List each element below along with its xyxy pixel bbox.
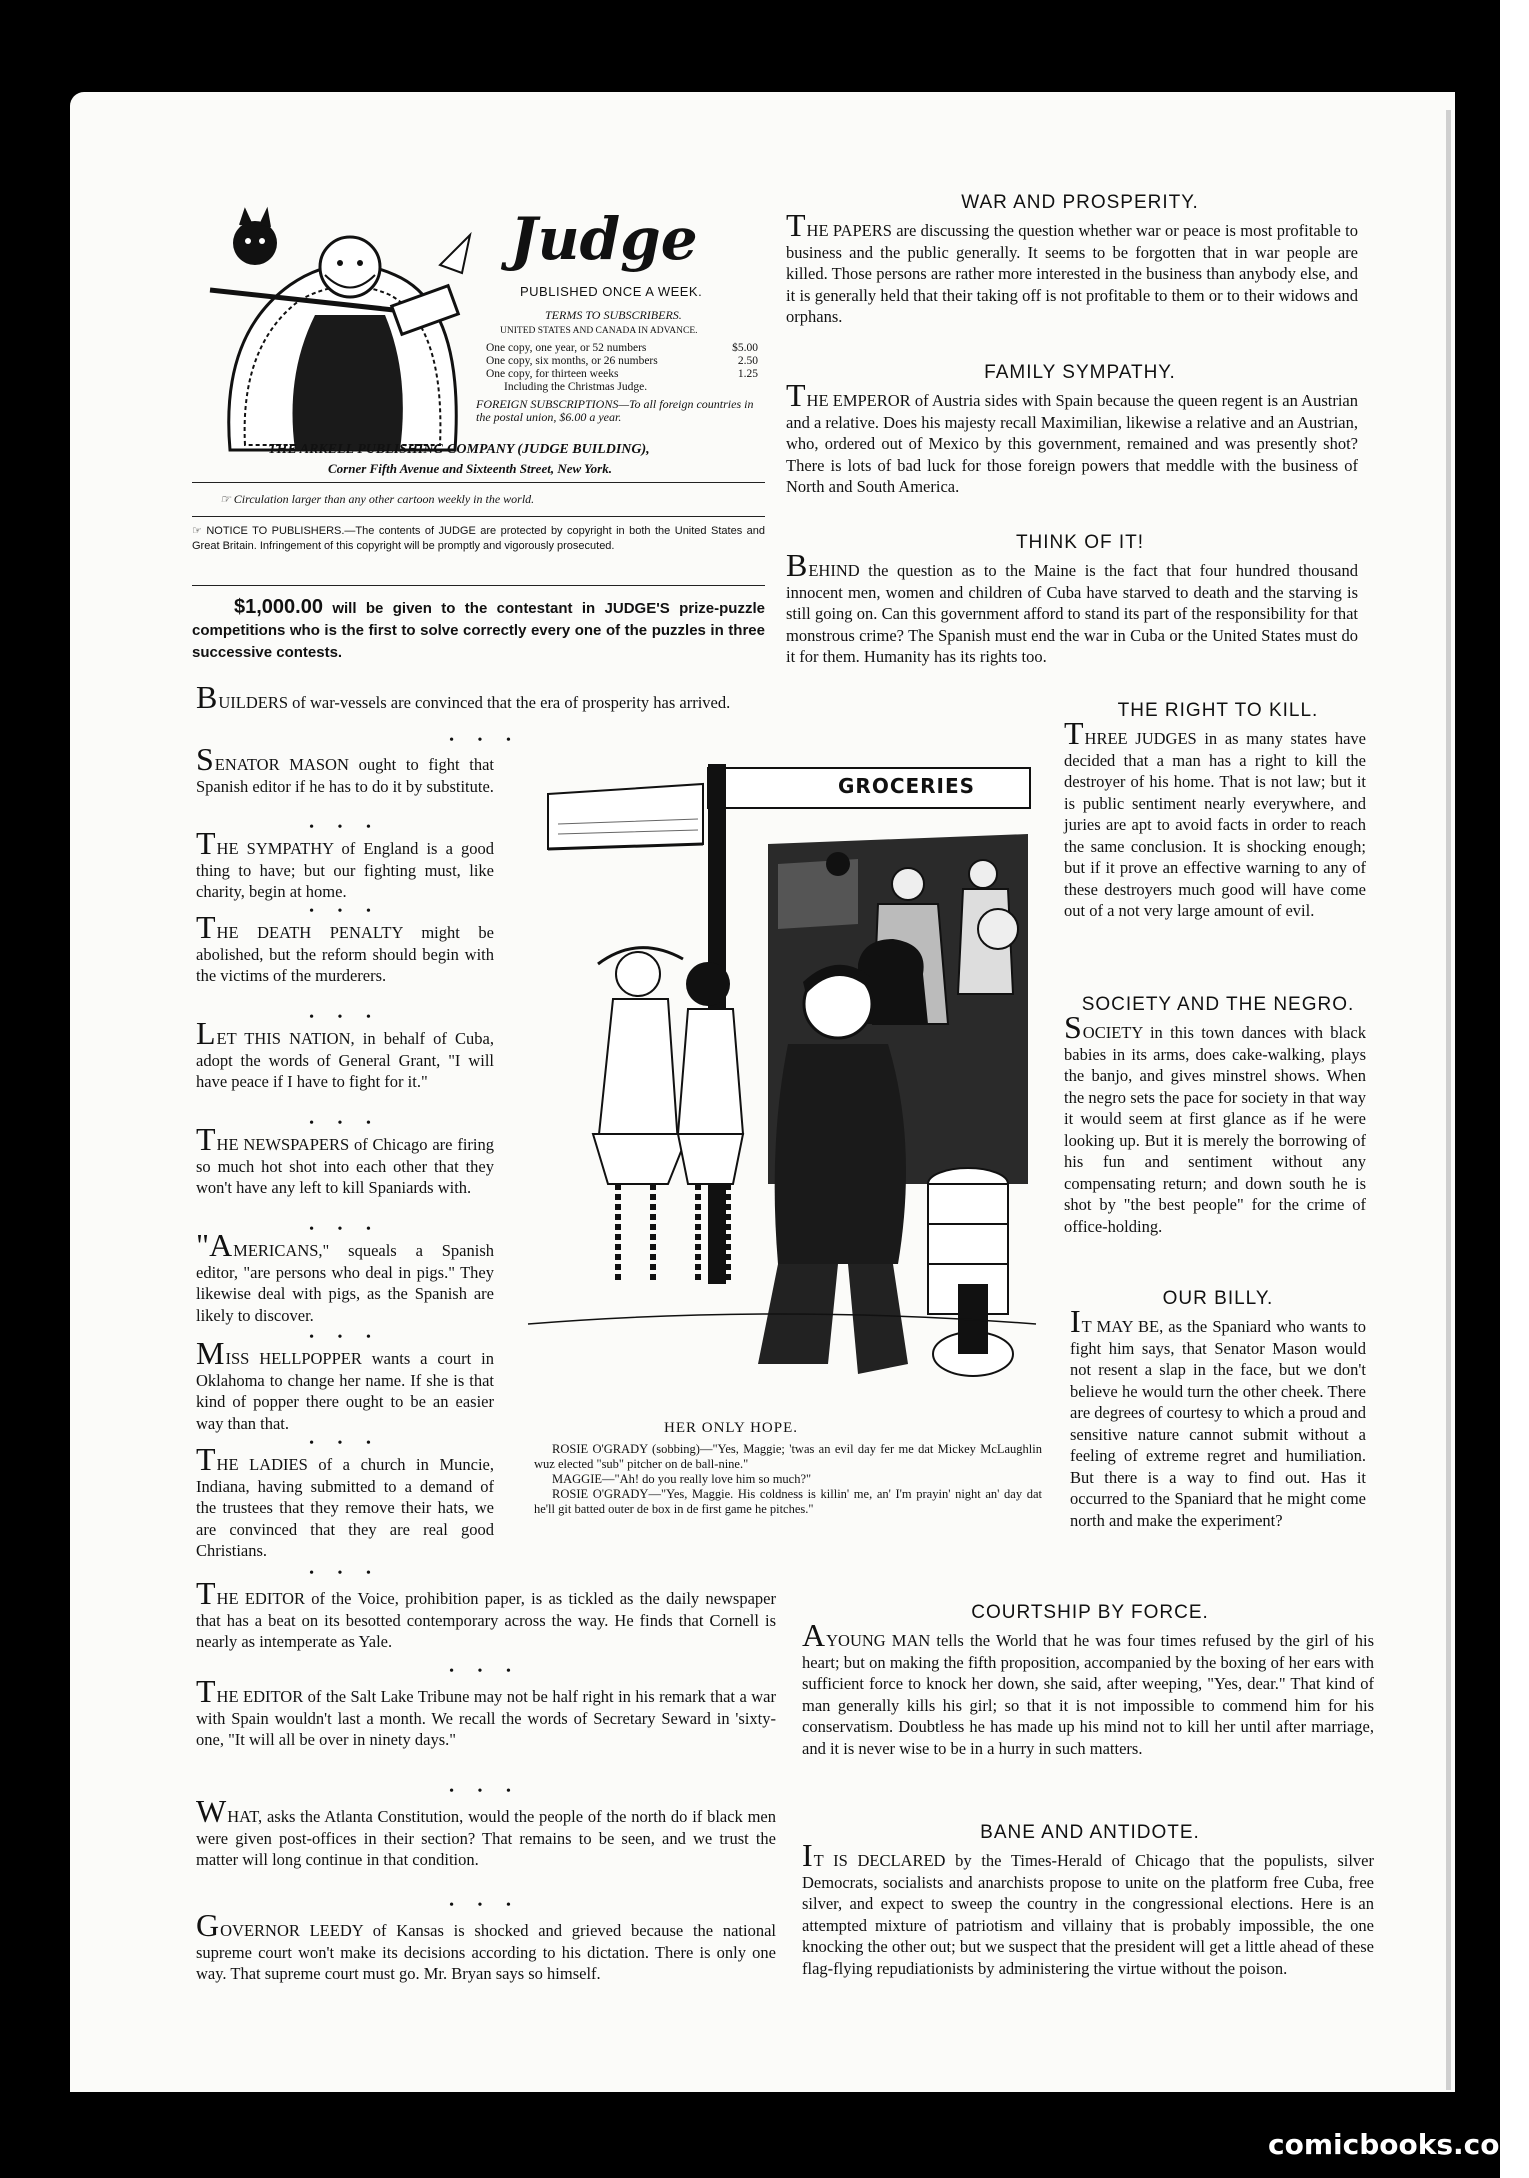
separator: • • • [309, 904, 381, 919]
advance-note: UNITED STATES AND CANADA IN ADVANCE. [500, 326, 698, 336]
separator: • • • [449, 1784, 521, 1799]
separator: • • • [309, 1116, 381, 1131]
publisher-address: Corner Fifth Avenue and Sixteenth Street, New York. [328, 461, 612, 476]
headline-society-negro: SOCIETY AND THE NEGRO. [1081, 994, 1355, 1015]
publisher-name: THE ARKELL PUBLISHING COMPANY (JUDGE BUILDING), [268, 442, 650, 457]
item-builders: BUILDERS of war-vessels are convinced that the era of prosperity has arrived. [196, 679, 731, 715]
item-miss-hellpopper: MISS HELLPOPPER wants a court in Oklahoma to change her name. If she is that kind of popper there ought to be an easier way than that. [196, 1335, 494, 1433]
headline-think-of-it: THINK OF IT! [1015, 532, 1145, 553]
item-governor-leedy: GOVERNOR LEEDY of Kansas is shocked and grieved because the national supreme court won't make its decisions according to his dictation. There is only one way. That supreme court must go. Mr. Bryan says so himself. [196, 1907, 776, 1983]
item-salt-lake-tribune: THE EDITOR of the Salt Lake Tribune may not be half right in his remark that a war with Spain wouldn't last a month. We recall the words of Secretary Seward in 'sixty-one, "It will all be over in ninety days." [196, 1673, 776, 1749]
article-courtship-force: AYOUNG MAN tells the World that he was four times refused by the girl of his heart; but on making the fifth proposition, accompanied by the boxing of her ears with sufficient force to knock her down, she said, after weeping, "Yes, dear." That kind of man generally kills his girl; so that it is not impossible to commend him for his conservatism. Doubtless he has made up his mind not to kill her until after marriage, and it is never wise to be in a hurry in such matters. [802, 1617, 1374, 1758]
published-weekly: PUBLISHED ONCE A WEEK. [520, 284, 703, 299]
headline-courtship-force: COURTSHIP BY FORCE. [971, 1602, 1209, 1623]
separator: • • • [309, 1222, 381, 1237]
publishers-notice: ☞ NOTICE TO PUBLISHERS.—The contents of JUDGE are protected by copyright in both the United States and Great Britain. Infringement of this copyright will be promptly and vigorously prosecuted. [192, 525, 766, 552]
prize-announcement: $1,000.00 will be given to the contestant in JUDGE'S prize-puzzle competitions who is the first to solve correctly every one of the puzzles in three successive contests. [192, 596, 765, 661]
caption-line: ROSIE O'GRADY (sobbing)—"Yes, Maggie; 'twas an evil day fer me dat Mickey McLaughlin wuz elected "sub" pitcher on de ball-nine." [534, 1442, 1042, 1471]
separator: • • • [309, 1010, 381, 1025]
separator: • • • [449, 733, 521, 748]
article-society-negro: SOCIETY in this town dances with black babies in its arms, does cake-walking, plays the banjo, and gives minstrel shows. When the negro sets the pace for society in that way it would seem at first glance as if he were looking up. But it is merely the borrowing of his fun and sentiment without any compensating return; and down south he is shot by "the best people" for the crime of office-holding. [1064, 1009, 1366, 1236]
judge-wordmark: Judge [510, 205, 698, 273]
article-right-to-kill: THREE JUDGES in as many states have decided that a man has a right to kill the destroyer of his home. That is not law; but it is public sentiment nearly everywhere, and juries are apt to avoid facts in order to reach the same conclusion. It is shocking enough; but if it prove an effective warning to any of these destroyers much good will have come out of a not very large amount of evil. [1064, 715, 1366, 920]
rate-row: One copy, six months, or 26 numbers 2.50 [486, 355, 758, 367]
scan-border-left [0, 0, 70, 2178]
pointing-hand-icon: ☞ [220, 492, 234, 506]
article-our-billy: IT MAY BE, as the Spaniard who wants to fight him says, that Senator Mason would not resent a slap in the face, but we don't believe he would turn the other cheek. There are degrees of courtesy to which a proud and sensitive nature cannot submit without a feeling of extreme regret and humiliation. But there is a way to find out. Has it occurred to the Spaniard that he might come north and make the experiment? [1070, 1303, 1366, 1530]
separator: • • • [449, 1664, 521, 1679]
item-atlanta-constitution: WHAT, asks the Atlanta Constitution, would the people of the north do if black men were given post-offices in their section? That remains to be seen, and we trust the matter will long continue in that condition. [196, 1793, 776, 1869]
cartoon-title: HER ONLY HOPE. [663, 1420, 799, 1436]
article-think-of-it: BEHIND the question as to the Maine is the fact that four hundred thousand innocent men, women and children of Cuba have starved to death and the starving is still going on. Can this government afford to stand its part of the responsibility for that monstrous crime? The Spanish must end the war in Cuba or the United States must do it for them. Humanity has its rights too. [786, 547, 1358, 666]
headline-bane-antidote: BANE AND ANTIDOTE. [980, 1822, 1200, 1843]
masthead-rule [192, 482, 765, 483]
caption-line: ROSIE O'GRADY—"Yes, Maggie. His coldness is killin' me, an' I'm prayin' night an' day dat he'll git batted outer de box in de first game he pitches." [534, 1487, 1042, 1516]
groceries-sign: GROCERIES [838, 774, 976, 798]
headline-our-billy: OUR BILLY. [1162, 1288, 1274, 1309]
rate-row: One copy, one year, or 52 numbers $5.00 [486, 342, 758, 354]
christmas-note: Including the Christmas Judge. [504, 381, 648, 393]
rate-row: One copy, for thirteen weeks 1.25 [486, 368, 758, 380]
cartoon-illustration [528, 764, 1036, 1424]
separator: • • • [309, 820, 381, 835]
masthead-rule [192, 516, 765, 517]
separator: • • • [309, 1566, 381, 1581]
page-edge [1446, 110, 1451, 2090]
pointing-hand-icon: ☞ [192, 525, 207, 537]
separator: • • • [309, 1436, 381, 1451]
headline-war-prosperity: WAR AND PROSPERITY. [961, 192, 1199, 213]
masthead-rule [192, 585, 765, 586]
subscription-rates [486, 342, 758, 394]
cartoon-caption [534, 1442, 1042, 1517]
item-sympathy-england: THE SYMPATHY of England is a good thing to have; but our fighting must, like charity, begin at home. [196, 825, 494, 901]
site-watermark[interactable]: comicbooks.com [1268, 2128, 1529, 2161]
item-senator-mason: SENATOR MASON ought to fight that Spanish editor if he has to do it by substitute. [196, 741, 494, 796]
item-newspapers-chicago: THE NEWSPAPERS of Chicago are firing so much hot shot into each other that they won't have any left to kill Spaniards with. [196, 1121, 494, 1197]
separator: • • • [449, 1898, 521, 1913]
headline-family-sympathy: FAMILY SYMPATHY. [984, 362, 1176, 383]
item-editor-voice: THE EDITOR of the Voice, prohibition paper, is as tickled as the daily newspaper that has a beat on its besotted contemporary across the way. He finds that Cornell is nearly as intemperate as Yale. [196, 1575, 776, 1651]
circulation-note: ☞ Circulation larger than any other cartoon weekly in the world. [220, 492, 535, 506]
terms-heading: TERMS TO SUBSCRIBERS. [545, 308, 682, 322]
item-americans: "AMERICANS," squeals a Spanish editor, "are persons who deal in pigs." They likewise deal with pigs, as the Spanish are likely to discover. [196, 1227, 494, 1325]
article-bane-antidote: IT IS DECLARED by the Times-Herald of Chicago that the populists, silver Democrats, socialists and anarchists propose to unite on the platform free Cuba, free silver, and expect to sweep the country in the congressional elections. Here is an attempted mixture of patriotism and villainy that is probably impossible, the one knocking the other out; but we suspect that the president will get a little ahead of these flag-flying repudiationists by administering the virtue without the poison. [802, 1837, 1374, 1978]
headline-right-to-kill: THE RIGHT TO KILL. [1117, 700, 1319, 721]
article-family-sympathy: THE EMPEROR of Austria sides with Spain because the queen regent is an Austrian and a relative. Does his majesty recall Maximilian, likewise a relative and an Austrian, who, ordered out of Mexico by this government, remained and was presently shot? There is lots of bad luck for those foreign powers that meddle with the business of North and South America. [786, 377, 1358, 496]
item-this-nation: LET THIS NATION, in behalf of Cuba, adopt the words of General Grant, "I will have peace if I have to fight for it." [196, 1015, 494, 1091]
caption-line: MAGGIE—"Ah! do you really love him so much?" [552, 1472, 812, 1486]
article-war-prosperity: THE PAPERS are discussing the question whether war or peace is most profitable to business and the public generally. It seems to be forgotten that in war people are killed. Those persons are rather more interested in the business than anybody else, and it is generally held that their taking off is not profitable to them or to their widows and orphans. [786, 207, 1358, 326]
item-ladies-church: THE LADIES of a church in Muncie, Indiana, having submitted to a demand of the trustees that they remove their hats, we are convinced that they are real good Christians. [196, 1441, 494, 1560]
scan-border-right [1455, 0, 1500, 2178]
foreign-subscriptions: FOREIGN SUBSCRIPTIONS—To all foreign countries in the postal union, $6.00 a year. [476, 397, 754, 424]
masthead-illustration [200, 195, 490, 455]
separator: • • • [309, 1330, 381, 1345]
item-death-penalty: THE DEATH PENALTY might be abolished, but the reform should begin with the victims of the murderers. [196, 909, 494, 985]
